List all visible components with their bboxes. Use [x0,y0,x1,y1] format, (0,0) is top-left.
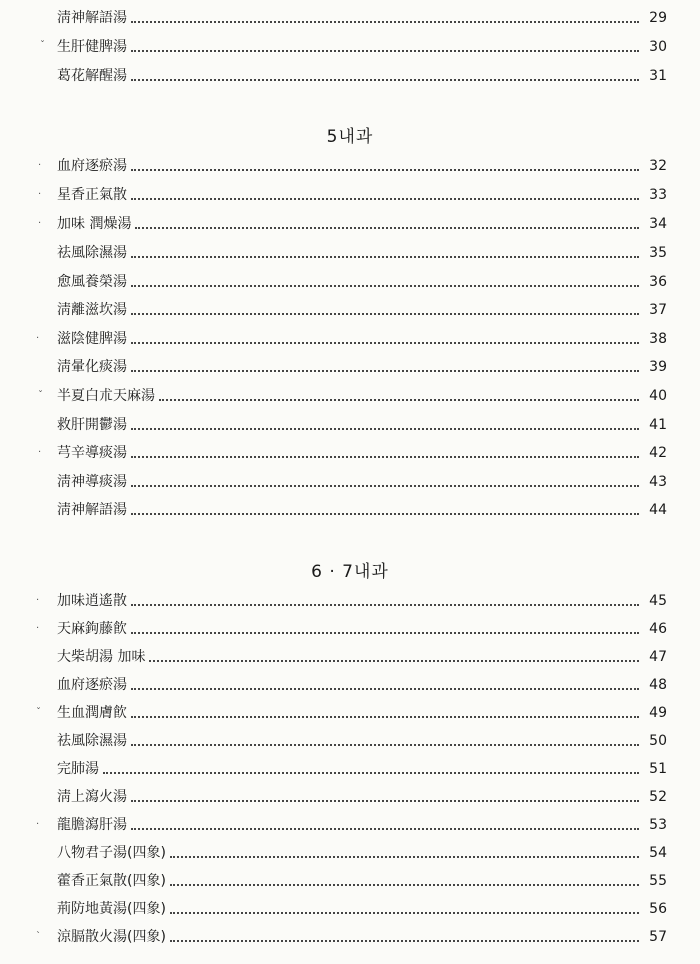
toc-entry-page-number: 49 [649,705,667,721]
toc-entry-page-number: 37 [649,302,667,318]
toc-entry[interactable] [57,925,667,947]
dot-leader [131,342,639,344]
toc-entry-page-number: 42 [649,445,667,461]
toc-entry-page-number: 51 [649,761,667,777]
section-heading: 6 · 7내과 [311,562,389,582]
toc-entry[interactable] [57,897,667,919]
toc-entry-page-number: 32 [649,158,667,174]
toc-entry[interactable] [57,298,667,320]
toc-entry[interactable] [57,212,667,234]
scan-mark: · [36,595,40,606]
dot-leader [131,428,639,430]
toc-entry-page-number: 50 [649,733,667,749]
toc-entry[interactable] [57,813,667,835]
dot-leader [135,227,639,229]
toc-entry[interactable] [57,470,667,492]
toc-entry[interactable] [57,384,667,406]
scan-mark: · [36,819,40,830]
toc-entry-title: 淸離滋坎湯 [57,302,127,318]
toc-entry-title: 藿香正氣散(四象) [57,873,166,889]
dot-leader [131,604,639,606]
toc-entry[interactable] [57,785,667,807]
toc-entry-title: 生血潤膚飮 [57,705,127,721]
toc-entry[interactable] [57,617,667,639]
dot-leader [170,912,639,914]
scan-mark: · [38,160,42,171]
dot-leader [170,940,639,942]
toc-entry-page-number: 52 [649,789,667,805]
dot-leader [131,79,639,81]
toc-entry[interactable] [57,35,667,57]
dot-leader [131,370,639,372]
toc-entry-title: 天麻鉤藤飮 [57,621,127,637]
toc-entry-title: 淸暈化痰湯 [57,359,127,375]
toc-entry-page-number: 45 [649,593,667,609]
toc-entry-title: 愈風養榮湯 [57,274,127,290]
toc-entry-page-number: 35 [649,245,667,261]
toc-entry[interactable] [57,645,667,667]
toc-entry[interactable] [57,673,667,695]
toc-entry-page-number: 47 [649,649,667,665]
dot-leader [159,399,639,401]
toc-entry-title: 半夏白朮天麻湯 [57,388,155,404]
toc-entry-title: 救肝開鬱湯 [57,417,127,433]
scan-mark: ˇ [38,390,43,401]
toc-entry[interactable] [57,413,667,435]
toc-entry-page-number: 29 [649,10,667,26]
toc-entry[interactable] [57,6,667,28]
dot-leader [149,660,639,662]
scan-mark: ˋ [36,931,41,942]
toc-entry-page-number: 55 [649,873,667,889]
dot-leader [131,800,639,802]
toc-entry[interactable] [57,729,667,751]
toc-entry[interactable] [57,869,667,891]
section-heading: 5내과 [326,127,374,147]
toc-entry-page-number: 48 [649,677,667,693]
scan-mark: · [38,218,42,229]
toc-entry[interactable] [57,589,667,611]
dot-leader [131,632,639,634]
toc-entry-title: 淸神解語湯 [57,10,127,26]
toc-entry-title: 滋陰健脾湯 [57,331,127,347]
toc-entry[interactable] [57,327,667,349]
toc-entry-page-number: 36 [649,274,667,290]
toc-entry-title: 淸上瀉火湯 [57,789,127,805]
scan-mark: ˇ [40,40,45,51]
toc-entry-page-number: 54 [649,845,667,861]
toc-entry-title: 淸神解語湯 [57,502,127,518]
toc-entry-page-number: 53 [649,817,667,833]
toc-entry-page-number: 30 [649,39,667,55]
toc-entry-page-number: 38 [649,331,667,347]
toc-entry-page-number: 56 [649,901,667,917]
toc-entry-title: 血府逐瘀湯 [57,677,127,693]
toc-entry-title: 完肺湯 [57,761,99,777]
toc-entry-title: 大柴胡湯 加味 [57,649,146,665]
toc-entry[interactable] [57,498,667,520]
toc-entry[interactable] [57,757,667,779]
toc-entry[interactable] [57,154,667,176]
scan-mark: · [36,623,40,634]
toc-entry-title: 祛風除濕湯 [57,733,127,749]
toc-entry-page-number: 33 [649,187,667,203]
dot-leader [170,856,639,858]
toc-entry-title: 八物君子湯(四象) [57,845,166,861]
dot-leader [131,828,639,830]
toc-entry[interactable] [57,441,667,463]
toc-entry-page-number: 46 [649,621,667,637]
dot-leader [131,21,639,23]
dot-leader [131,50,639,52]
toc-entry-page-number: 41 [649,417,667,433]
toc-entry[interactable] [57,701,667,723]
toc-entry-page-number: 57 [649,929,667,945]
toc-entry-page-number: 43 [649,474,667,490]
toc-entry-title: 淸神導痰湯 [57,474,127,490]
dot-leader [131,456,639,458]
toc-entry[interactable] [57,270,667,292]
dot-leader [131,716,639,718]
toc-entry-page-number: 39 [649,359,667,375]
scan-mark: · [36,333,40,344]
toc-entry[interactable] [57,841,667,863]
scan-mark: ˇ [36,707,41,718]
toc-entry-title: 龍膽瀉肝湯 [57,817,127,833]
dot-leader [131,485,639,487]
toc-entry-title: 加味 潤燥湯 [57,216,132,232]
toc-entry-title: 星香正氣散 [57,187,127,203]
scan-mark: · [38,447,42,458]
toc-entry-title: 祛風除濕湯 [57,245,127,261]
dot-leader [131,313,639,315]
toc-entry-page-number: 34 [649,216,667,232]
toc-entry-title: 葛花解醒湯 [57,68,127,84]
toc-entry[interactable] [57,241,667,263]
toc-entry-title: 荊防地黃湯(四象) [57,901,166,917]
toc-entry[interactable] [57,64,667,86]
dot-leader [131,513,639,515]
dot-leader [131,198,639,200]
toc-entry-page-number: 31 [649,68,667,84]
toc-entry-title: 加味逍遙散 [57,593,127,609]
toc-entry-title: 涼膈散火湯(四象) [57,929,166,945]
dot-leader [131,256,639,258]
toc-entry-title: 生肝健脾湯 [57,39,127,55]
scan-mark: · [38,189,42,200]
toc-entry-title: 血府逐瘀湯 [57,158,127,174]
toc-entry-page-number: 40 [649,388,667,404]
dot-leader [131,169,639,171]
toc-entry-title: 芎辛導痰湯 [57,445,127,461]
toc-entry[interactable] [57,355,667,377]
dot-leader [170,884,639,886]
dot-leader [131,744,639,746]
toc-entry-page-number: 44 [649,502,667,518]
dot-leader [103,772,639,774]
dot-leader [131,688,639,690]
dot-leader [131,285,639,287]
toc-entry[interactable] [57,183,667,205]
